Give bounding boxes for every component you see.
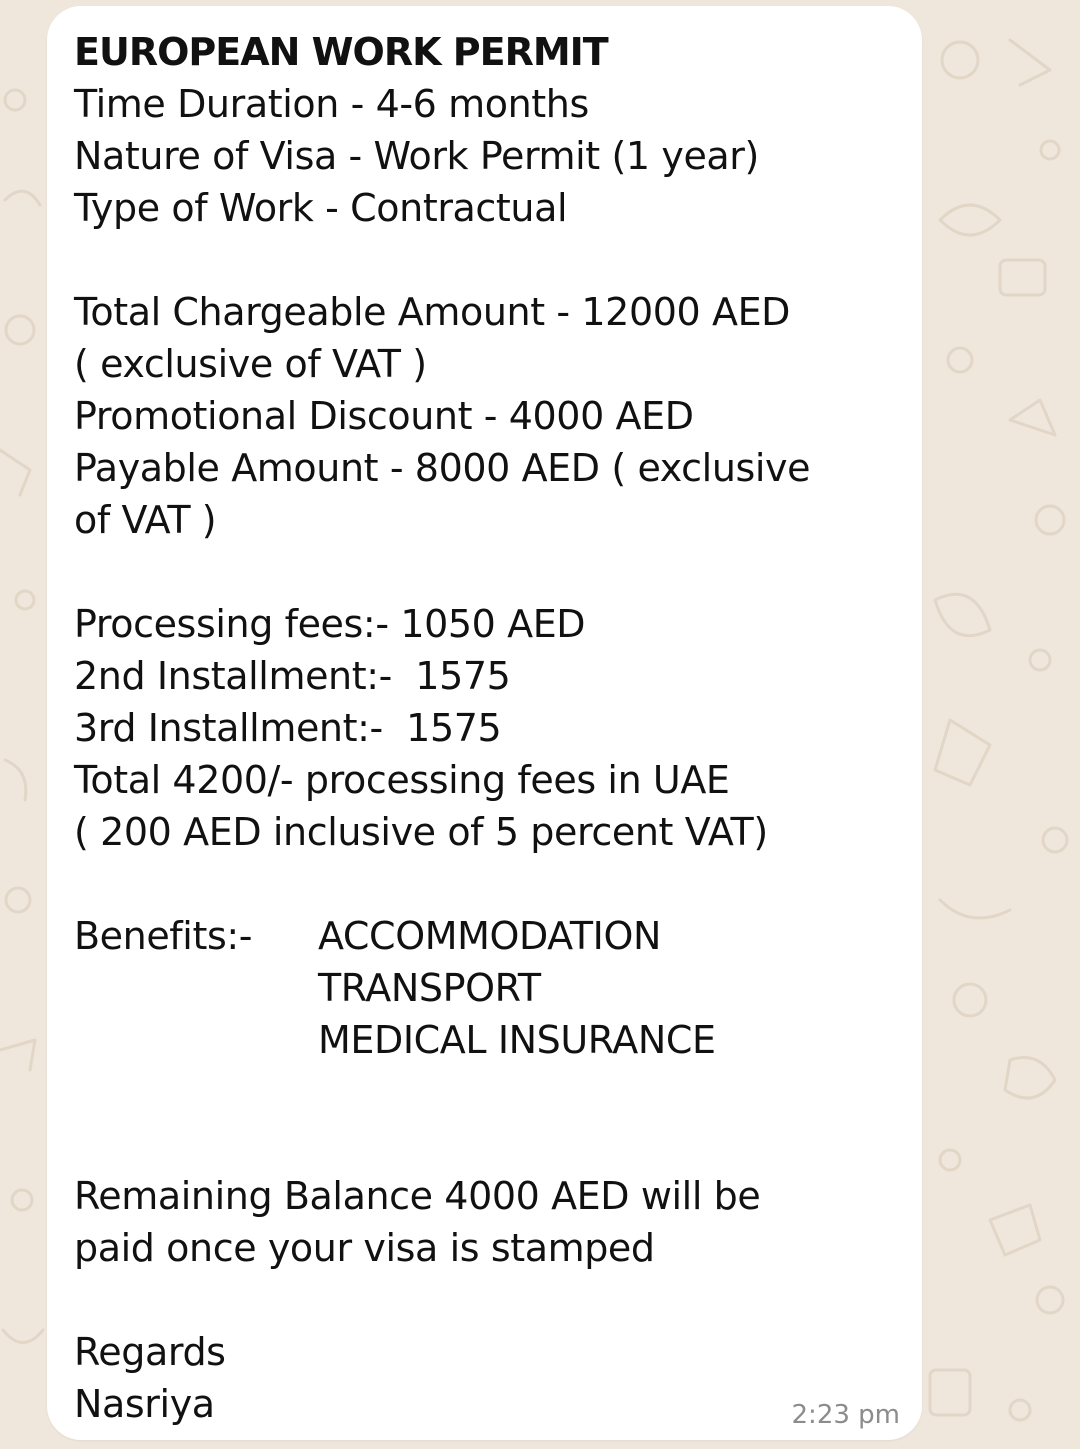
visa-nature-line: Nature of Visa - Work Permit (1 year) (74, 134, 759, 178)
message-title: EUROPEAN WORK PERMIT (74, 30, 608, 74)
processing-fees-line: Processing fees:- 1050 AED (74, 602, 586, 646)
total-processing-note: ( 200 AED inclusive of 5 percent VAT) (74, 810, 768, 854)
blank-line (74, 1274, 882, 1326)
blank-line (74, 234, 882, 286)
benefits-line (74, 910, 882, 962)
total-processing-line: Total 4200/- processing fees in UAE (74, 758, 730, 802)
installment-2-line: 2nd Installment:- 1575 (74, 654, 511, 698)
blank-line (74, 1118, 882, 1170)
message-timestamp: 2:23 pm (791, 1400, 900, 1430)
message-bubble[interactable] (47, 6, 922, 1440)
benefit-item: ACCOMMODATION (318, 914, 661, 958)
work-type-line: Type of Work - Contractual (74, 186, 568, 230)
total-chargeable-note: ( exclusive of VAT ) (74, 342, 427, 386)
discount-line: Promotional Discount - 4000 AED (74, 394, 694, 438)
remaining-balance-line-2: paid once your visa is stamped (74, 1226, 655, 1270)
blank-line (74, 1066, 882, 1118)
blank-line (74, 858, 882, 910)
benefits-line (74, 1014, 882, 1066)
regards-line: Regards (74, 1330, 226, 1374)
total-chargeable-line: Total Chargeable Amount - 12000 AED (74, 290, 791, 334)
blank-line (74, 546, 882, 598)
message-text (74, 26, 882, 1430)
sender-name: Nasriya (74, 1382, 215, 1426)
duration-line: Time Duration - 4-6 months (74, 82, 589, 126)
installment-3-line: 3rd Installment:- 1575 (74, 706, 502, 750)
payable-line: Payable Amount - 8000 AED ( exclusive (74, 446, 811, 490)
benefits-label: Benefits:- (74, 914, 253, 958)
payable-note: of VAT ) (74, 498, 217, 542)
benefit-item: MEDICAL INSURANCE (318, 1018, 716, 1062)
benefit-item: TRANSPORT (318, 966, 541, 1010)
remaining-balance-line: Remaining Balance 4000 AED will be (74, 1174, 761, 1218)
benefits-line (74, 962, 882, 1014)
